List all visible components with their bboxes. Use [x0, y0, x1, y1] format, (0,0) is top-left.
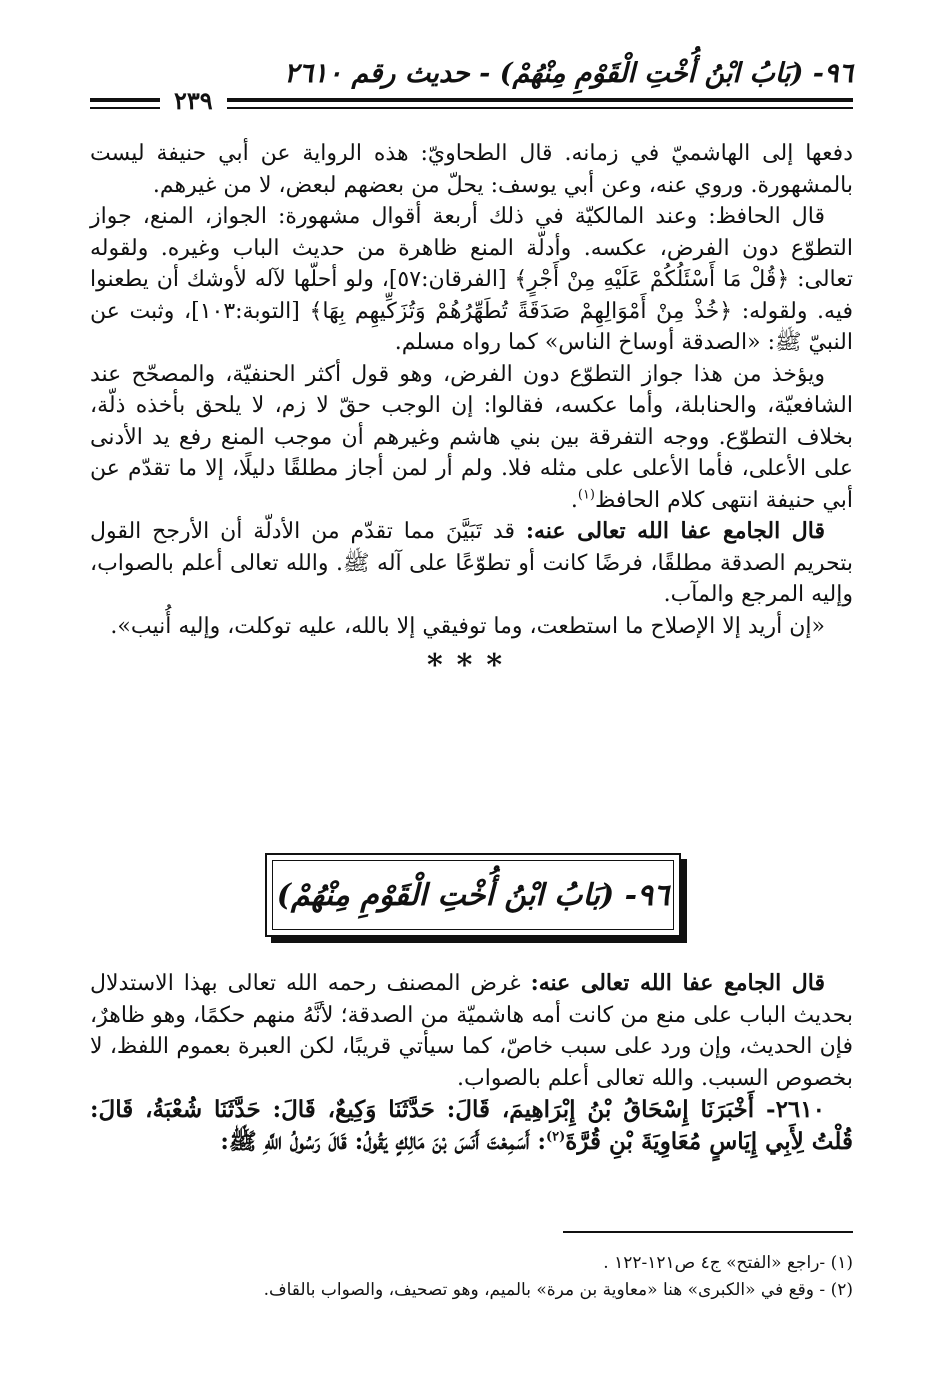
chapter-title: ٩٦- (بَابُ ابْنُ أُخْتِ الْقَوْمِ مِنْهُمْ) — [276, 877, 670, 913]
body-text-top — [90, 138, 853, 684]
closing-quote: «إن أريد إلا الإصلاح ما استطعت، وما توفيقي إلا بالله، عليه توكلت، وإليه أُنيب». — [110, 613, 825, 639]
section-separator: *** — [426, 648, 517, 683]
footnote-reference: (١) — [577, 487, 595, 503]
jami-note — [90, 968, 853, 1094]
jami-note-text: قد تَبَيَّنَ مما تقدّم من الأدلّة أن الأرجح القول بتحريم الصدقة مطلقًا، فرضًا كانت أو تطوّعًا على آله ﷺ. والله تعالى أعلم بالصواب، وإليه المرجع والمآب. — [90, 519, 853, 607]
header-title: ٩٦- (بَابُ ابْنُ أُخْتِ الْقَوْمِ مِنْهُمْ) - حديث رقم ٢٦١٠ — [284, 58, 853, 89]
paragraph: ويؤخذ من هذا جواز التطوّع دون الفرض، وهو قول أكثر الحنفيّة، والمصحّح عند الشافعيّة، والحنابلة، وأما عكسه، فقالوا: إن الوجب حقّ لا زم، لا يلحق بأخذه ذلّة، بخلاف التطوّع. ووجه التفرقة بين بني هاشم وغيرهم أن موجب المنع رفع يد الأدنى على الأعلى، فأما الأعلى على مثله فلا. ولم أر لمن أجاز مطلقًا دليلًا، إلا ما تقدّم عن أبي حنيفة انتهى كلام الحافظ$^{(١)}$. — [90, 361, 853, 513]
footnotes — [90, 1250, 853, 1304]
jami-note-lead: قال الجامع عفا الله تعالى عنه: — [525, 518, 825, 544]
hadith-isnad: ٢٦١٠- أَخْبَرَنَا إِسْحَاقُ بْنُ إِبْرَاهِيمَ، قَالَ: حَدَّثَنَا وَكِيعٌ، قَالَ: حَدَّثَنَا شُعْبَةُ، قَالَ: قُلْتُ لِأَبِي إِيَاسٍ مُعَاوِيَةَ بْنِ قُرَّةَ — [90, 1096, 853, 1155]
page-number: ٢٣٩ — [160, 86, 227, 115]
footnote-rule — [563, 1231, 853, 1233]
jami-note-lead: قال الجامع عفا الله تعالى عنه: — [530, 970, 825, 996]
footnote-reference: (٢) — [546, 1129, 566, 1145]
jami-note — [90, 516, 853, 611]
jami-note-text: غرض المصنف رحمه الله تعالى بهذا الاستدلال بحديث الباب على منع من كانت أمه هاشميّة من الصدقة؛ لأنَّهُ منهم حكمًا، وهو ظاهرٌ، فإن الحديث، وإن ورد على سبب خاصّ، كما سيأتي قريبًا، لكن العبرة بعموم اللفظ، لا بخصوص السبب. والله تعالى أعلم بالصواب. — [90, 971, 853, 1091]
paragraph: دفعها إلى الهاشميّ في زمانه. قال الطحاويّ: هذه الرواية عن أبي حنيفة ليست بالمشهورة. وروي عنه، وعن أبي يوسف: يحلّ من بعضهم لبعض، لا من غيرهم. — [90, 141, 853, 198]
body-text-bottom — [90, 968, 853, 1158]
paragraph: قال الحافظ: وعند المالكيّة في ذلك أربعة أقوال مشهورة: الجواز، المنع، جواز التطوّع دون الفرض، عكسه. وأدلّة المنع ظاهرة من حديث الباب وغيره. ولقوله تعالى: ﴿قُلْ مَا أَسْئَلُكُمْ عَلَيْهِ مِنْ أَجْرٍ﴾ [الفرقان:٥٧]، ولو أحلّها لآله لأوشك أن يطعنوا فيه. ولقوله: ﴿خُذْ مِنْ أَمْوَالِهِمْ صَدَقَةً تُطَهِّرُهُمْ وَتُزَكِّيهِم بِهَا﴾ [التوبة:١٠٣]، وثبت عن النبيّ ﷺ: «الصدقة أوساخ الناس» كما رواه مسلم. — [90, 204, 853, 355]
footnote: (١) -راجع «الفتح» ج٤ ص١٢١-١٢٢ . — [603, 1253, 853, 1273]
hadith-matn-start: : أَسَمِعْتَ أَنَسَ بْنَ مَالِكٍ يَقُولُ: قَالَ رَسُولُ اللَّهِ ﷺ: — [220, 1128, 546, 1155]
footnote: (٢) - وقع في «الكبرى» هنا «معاوية بن مرة» بالميم، وهو تصحيف، والصواب بالقاف. — [263, 1280, 853, 1300]
paragraph-text: ويؤخذ من هذا جواز التطوّع دون الفرض، وهو قول أكثر الحنفيّة، والمصحّح عند الشافعيّة، والحنابلة، وأما عكسه، فقالوا: إن الوجب حقّ لا زم، لا يلحق بأخذه ذلّة، بخلاف التطوّع. ووجه التفرقة بين بني هاشم وغيرهم أن موجب المنع رفع يد الأدنى على الأعلى، فأما الأعلى على مثله فلا. ولم أر لمن أجاز مطلقًا دليلًا، إلا ما تقدّم عن أبي حنيفة انتهى كلام الحافظ — [90, 361, 853, 513]
chapter-title-frame — [265, 853, 681, 937]
hadith-text — [90, 1094, 853, 1158]
running-header — [90, 58, 853, 115]
